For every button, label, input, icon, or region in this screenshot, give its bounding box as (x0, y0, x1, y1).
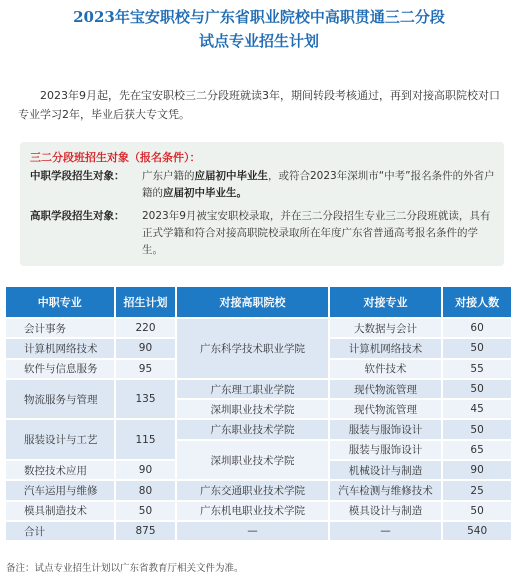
count-cell: 50 (442, 379, 512, 399)
count-cell: 50 (442, 419, 512, 439)
target-cell: 汽车检测与维修技术 (329, 480, 443, 500)
total-target: — (329, 521, 443, 541)
col-header: 招生计划 (115, 286, 177, 318)
count-cell: 25 (442, 480, 512, 500)
major-cell: 服装设计与工艺 (5, 419, 115, 460)
major-cell: 软件与信息服务 (5, 359, 115, 379)
plan-cell: 80 (115, 480, 177, 500)
table-row (5, 318, 512, 338)
col-header: 对接专业 (329, 286, 443, 318)
table-row (5, 501, 512, 521)
table-row (5, 379, 512, 399)
higher-stage-text: 2023年9月被宝安职校录取，并在三二分段招生专业三二分段班就读，具有正式学籍和符合对接高职院校录取所在年度广东省普通高考报名条件的学生。 (142, 210, 491, 256)
college-cell: 深圳职业技术学院 (176, 399, 328, 419)
total-college: — (176, 521, 328, 541)
table-row (5, 480, 512, 500)
major-cell: 物流服务与管理 (5, 379, 115, 420)
major-cell: 会计事务 (5, 318, 115, 338)
target-cell: 模具设计与制造 (329, 501, 443, 521)
college-cell: 广东职业技术学院 (176, 419, 328, 439)
college-cell: 深圳职业技术学院 (176, 440, 328, 481)
table-row (5, 419, 512, 439)
col-header: 对接人数 (442, 286, 512, 318)
count-cell: 45 (442, 399, 512, 419)
major-cell: 模具制造技术 (5, 501, 115, 521)
college-cell: 广东理工职业学院 (176, 379, 328, 399)
plan-cell: 95 (115, 359, 177, 379)
total-label: 合计 (5, 521, 115, 541)
conditions-box (20, 142, 504, 266)
count-cell: 90 (442, 460, 512, 480)
target-cell: 机械设计与制造 (329, 460, 443, 480)
page-subtitle: 试点专业招生计划 (198, 32, 319, 50)
count-cell: 50 (442, 338, 512, 358)
target-cell: 现代物流管理 (329, 399, 443, 419)
total-plan: 875 (115, 521, 177, 541)
middle-stage-label: 中职学段招生对象： (30, 170, 125, 182)
plan-cell: 135 (115, 379, 177, 420)
col-header: 中职专业 (5, 286, 115, 318)
page-title: 2023年宝安职校与广东省职业院校中高职贯通三二分段 (73, 8, 445, 26)
plan-cell: 90 (115, 338, 177, 358)
intro-paragraph: 2023年9月起，先在宝安职校三二分段班就读3年，期间转段考核通过，再到对接高职院校对口专业学习2年，毕业后获大专文凭。 (18, 89, 500, 121)
target-cell: 服装与服饰设计 (329, 419, 443, 439)
college-cell: 广东机电职业技术学院 (176, 501, 328, 521)
count-cell: 55 (442, 359, 512, 379)
conditions-header: 三二分段班招生对象（报名条件）： (30, 151, 201, 164)
major-cell: 数控技术应用 (5, 460, 115, 480)
count-cell: 65 (442, 440, 512, 460)
college-cell: 广东交通职业技术学院 (176, 480, 328, 500)
target-cell: 计算机网络技术 (329, 338, 443, 358)
higher-stage-label: 高职学段招生对象： (30, 210, 125, 222)
major-cell: 计算机网络技术 (5, 338, 115, 358)
footnote: 备注：试点专业招生计划以广东省教育厅相关文件为准。 (6, 563, 244, 574)
target-cell: 大数据与会计 (329, 318, 443, 338)
enrollment-table (4, 285, 513, 542)
target-cell: 软件技术 (329, 359, 443, 379)
college-cell: 广东科学技术职业学院 (176, 318, 328, 379)
plan-cell: 115 (115, 419, 177, 460)
col-header: 对接高职院校 (176, 286, 328, 318)
target-cell: 现代物流管理 (329, 379, 443, 399)
count-cell: 60 (442, 318, 512, 338)
plan-cell: 220 (115, 318, 177, 338)
table-header-row (5, 286, 512, 318)
higher-stage-row (30, 208, 500, 262)
middle-stage-row (30, 168, 500, 204)
plan-cell: 90 (115, 460, 177, 480)
count-cell: 50 (442, 501, 512, 521)
table-total-row (5, 521, 512, 541)
major-cell: 汽车运用与维修 (5, 480, 115, 500)
target-cell: 服装与服饰设计 (329, 440, 443, 460)
plan-cell: 50 (115, 501, 177, 521)
total-count: 540 (442, 521, 512, 541)
middle-stage-text: 广东户籍的应届初中毕业生，或符合2023年深圳市“中考”报名条件的外省户籍的应届初中毕业生。 (142, 170, 495, 199)
